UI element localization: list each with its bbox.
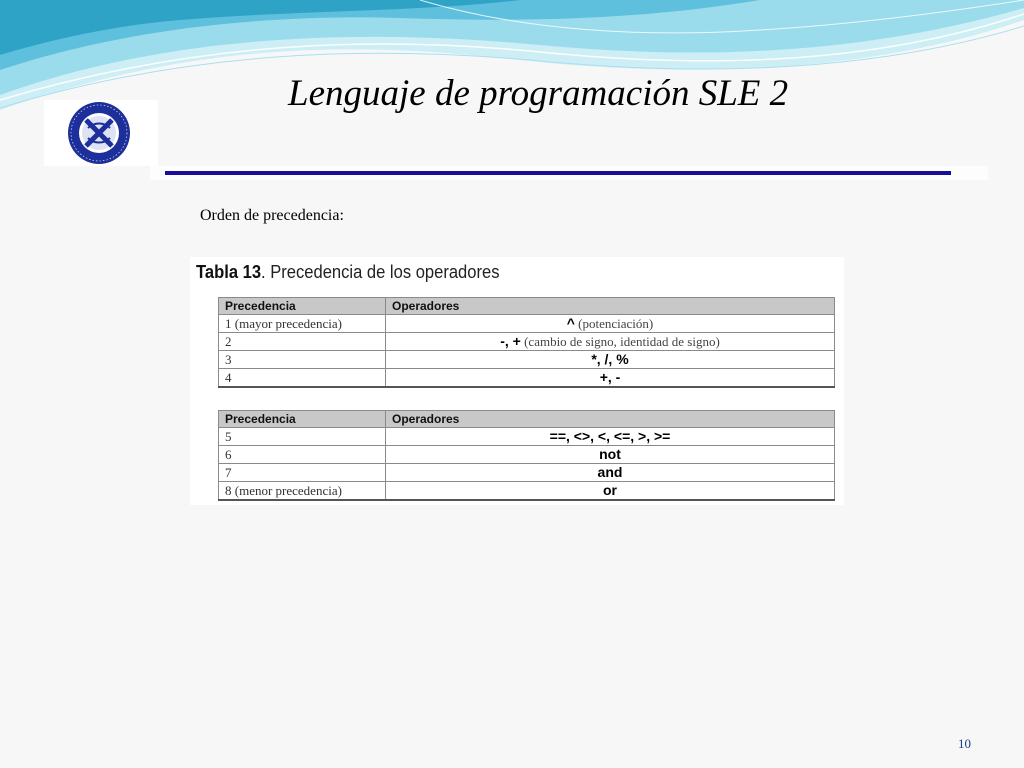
table-row <box>219 315 835 333</box>
table-row <box>219 333 835 351</box>
table-header-row <box>219 298 835 315</box>
header-operators: Operadores <box>386 298 835 315</box>
operator-note: (cambio de signo, identidad de signo) <box>524 334 720 349</box>
precedence-cell: 2 <box>219 333 386 351</box>
operators-cell <box>386 351 835 369</box>
table-caption-label: Tabla 13 <box>196 262 262 282</box>
table-header-row <box>219 411 835 428</box>
operators-cell <box>386 446 835 464</box>
operators-cell <box>386 464 835 482</box>
logo-container <box>44 100 158 166</box>
operator-symbols: and <box>597 464 623 480</box>
precedence-cell: 1 (mayor precedencia) <box>219 315 386 333</box>
precedence-table-figure <box>190 257 844 505</box>
table-caption-text: . Precedencia de los operadores <box>261 262 500 282</box>
operators-cell <box>386 333 835 351</box>
precedence-cell: 6 <box>219 446 386 464</box>
table-row <box>219 446 835 464</box>
operator-symbols: *, /, % <box>591 351 629 367</box>
precedence-cell: 7 <box>219 464 386 482</box>
operators-cell <box>386 482 835 501</box>
operator-symbols: ==, <>, <, <=, >, >= <box>549 428 671 444</box>
subtitle-text: Orden de precedencia: <box>200 207 344 224</box>
header-precedence: Precedencia <box>219 298 386 315</box>
precedence-cell: 3 <box>219 351 386 369</box>
operator-note: (potenciación) <box>578 316 654 331</box>
operator-symbols: +, - <box>599 369 621 385</box>
precedence-cell: 5 <box>219 428 386 446</box>
operators-cell <box>386 369 835 388</box>
table-row <box>219 464 835 482</box>
table-row <box>219 428 835 446</box>
table-row <box>219 482 835 501</box>
operators-cell <box>386 428 835 446</box>
page-number: 10 <box>958 736 971 751</box>
header-precedence: Precedencia <box>219 411 386 428</box>
title-underline-rule <box>165 171 951 175</box>
table-row <box>219 369 835 388</box>
operators-cell <box>386 315 835 333</box>
operator-symbols: or <box>603 482 617 498</box>
operator-symbols: -, + <box>500 333 521 349</box>
header-operators: Operadores <box>386 411 835 428</box>
precedence-table-1 <box>218 297 835 388</box>
operator-symbols: not <box>599 446 621 462</box>
table-row <box>219 351 835 369</box>
university-seal-logo <box>66 100 132 166</box>
precedence-cell: 8 (menor precedencia) <box>219 482 386 501</box>
operator-symbols: ^ <box>566 315 575 331</box>
slide-title: Lenguaje de programación SLE 2 <box>288 73 789 114</box>
precedence-cell: 4 <box>219 369 386 388</box>
table-caption <box>196 262 499 283</box>
precedence-table-2 <box>218 410 835 501</box>
